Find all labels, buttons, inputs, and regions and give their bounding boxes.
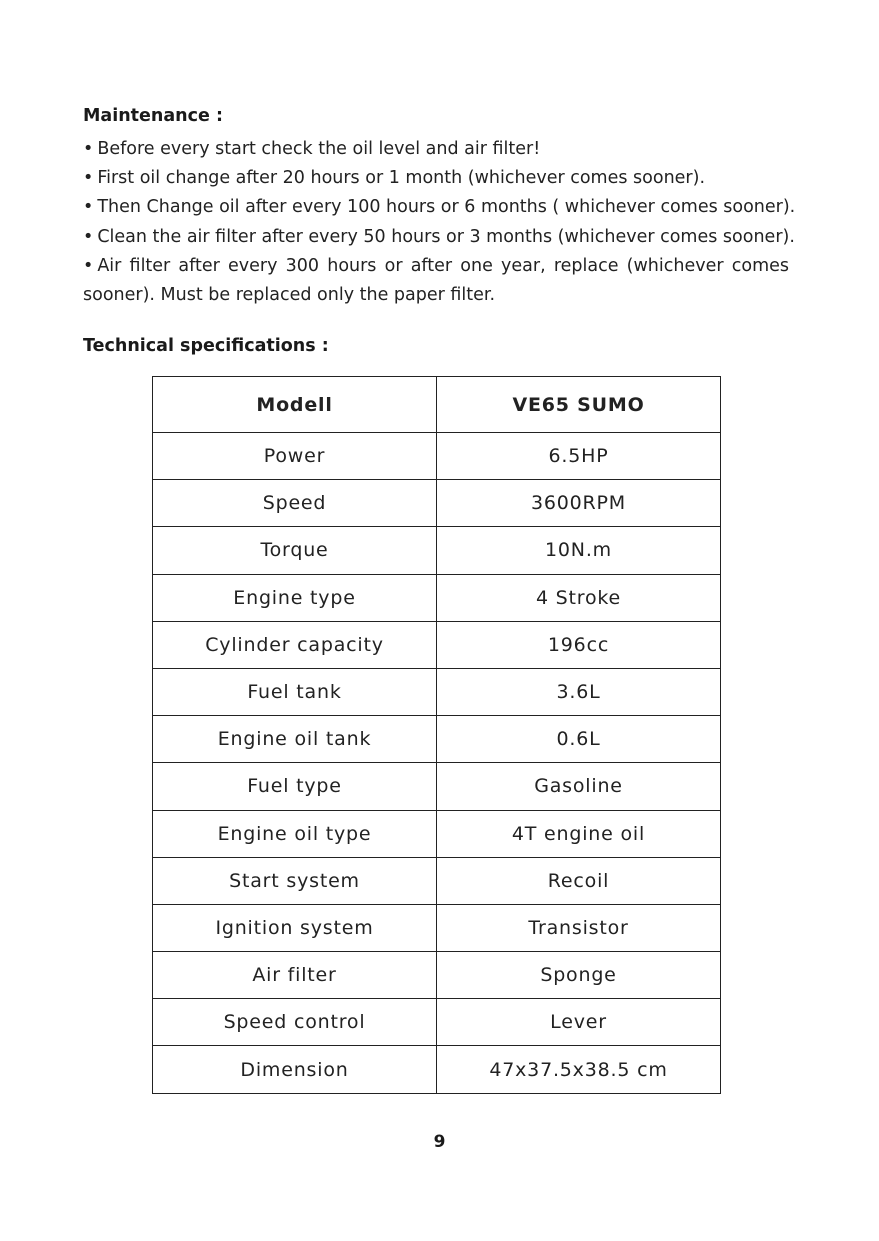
specifications-heading: Technical specifications : xyxy=(83,336,329,356)
spec-value-cell: Gasoline xyxy=(437,763,721,810)
spec-value-cell: 47x37.5x38.5 cm xyxy=(437,1046,721,1093)
spec-value-cell: 10N.m xyxy=(437,527,721,574)
specifications-table xyxy=(152,376,721,1094)
table-row xyxy=(153,763,721,810)
maintenance-item: • First oil change after 20 hours or 1 month (whichever comes sooner). xyxy=(83,168,706,189)
bullet-icon: • xyxy=(83,139,94,159)
maintenance-list xyxy=(83,135,796,310)
spec-label-cell: Fuel type xyxy=(153,763,437,810)
bullet-icon: • xyxy=(83,255,94,276)
spec-label-cell: Ignition system xyxy=(153,904,437,951)
spec-value-cell: Lever xyxy=(437,999,721,1046)
table-row xyxy=(153,716,721,763)
bullet-icon: • xyxy=(83,226,94,247)
spec-label-cell: Speed xyxy=(153,480,437,527)
header-cell-model: VE65 SUMO xyxy=(437,377,721,433)
table-row xyxy=(153,904,721,951)
maintenance-heading: Maintenance : xyxy=(83,106,223,126)
table-row xyxy=(153,480,721,527)
spec-label-cell: Engine type xyxy=(153,574,437,621)
spec-value-cell: 4 Stroke xyxy=(437,574,721,621)
table-row xyxy=(153,952,721,999)
spec-value-cell: Recoil xyxy=(437,857,721,904)
spec-value-cell: 3600RPM xyxy=(437,480,721,527)
table-row xyxy=(153,999,721,1046)
table-row xyxy=(153,574,721,621)
table-row xyxy=(153,527,721,574)
spec-label-cell: Power xyxy=(153,433,437,480)
spec-label-cell: Fuel tank xyxy=(153,668,437,715)
table-row xyxy=(153,810,721,857)
table-row xyxy=(153,621,721,668)
table-row xyxy=(153,433,721,480)
spec-label-cell: Engine oil type xyxy=(153,810,437,857)
bullet-icon: • xyxy=(83,197,94,218)
spec-value-cell: 0.6L xyxy=(437,716,721,763)
spec-value-cell: 6.5HP xyxy=(437,433,721,480)
spec-value-cell: Transistor xyxy=(437,904,721,951)
header-cell-label: Modell xyxy=(153,377,437,433)
table-row xyxy=(153,1046,721,1093)
spec-label-cell: Cylinder capacity xyxy=(153,621,437,668)
maintenance-item: • Air filter after every 300 hours or after one year, replace (whichever comes sooner). Must be replaced only the paper filter. xyxy=(83,255,789,306)
bullet-icon: • xyxy=(83,168,94,189)
spec-label-cell: Dimension xyxy=(153,1046,437,1093)
spec-value-cell: 196cc xyxy=(437,621,721,668)
spec-value-cell: 3.6L xyxy=(437,668,721,715)
spec-label-cell: Speed control xyxy=(153,999,437,1046)
maintenance-item: • Then Change oil after every 100 hours or 6 months ( whichever comes sooner). xyxy=(83,197,796,218)
spec-label-cell: Engine oil tank xyxy=(153,716,437,763)
table-row xyxy=(153,857,721,904)
spec-label-cell: Start system xyxy=(153,857,437,904)
spec-label-cell: Air filter xyxy=(153,952,437,999)
table-row xyxy=(153,668,721,715)
maintenance-item: • Before every start check the oil level and air filter! xyxy=(83,139,541,159)
page-number: 9 xyxy=(433,1132,446,1152)
table-header-row xyxy=(153,377,721,433)
spec-label-cell: Torque xyxy=(153,527,437,574)
spec-value-cell: Sponge xyxy=(437,952,721,999)
spec-value-cell: 4T engine oil xyxy=(437,810,721,857)
maintenance-item: • Clean the air filter after every 50 hours or 3 months (whichever comes sooner). xyxy=(83,226,795,247)
